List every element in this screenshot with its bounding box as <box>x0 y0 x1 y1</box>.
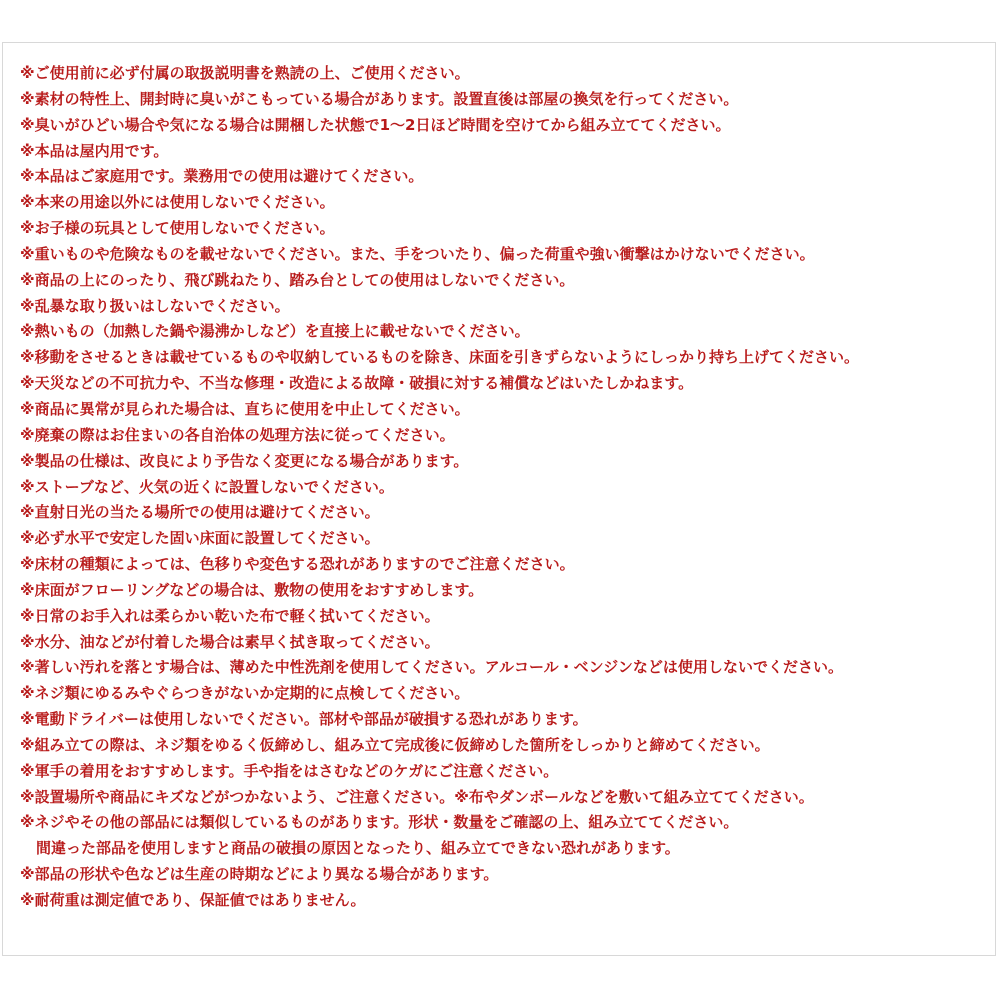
notice-item: ※熱いもの（加熱した鍋や湯沸かしなど）を直接上に載せないでください。 <box>20 322 530 341</box>
notice-item: ※必ず水平で安定した固い床面に設置してください。 <box>20 529 380 548</box>
notice-item: ※ネジやその他の部品には類似しているものがあります。形状・数量をご確認の上、組み立ててください。 <box>20 813 739 832</box>
notice-item: ※廃棄の際はお住まいの各自治体の処理方法に従ってください。 <box>20 425 455 444</box>
notice-item: ※ネジ類にゆるみやぐらつきがないか定期的に点検してください。 <box>20 684 470 703</box>
notice-list <box>20 61 985 914</box>
notice-item: ※電動ドライバーは使用しないでください。部材や部品が破損する恐れがあります。 <box>20 710 588 729</box>
notice-item: ※著しい汚れを落とす場合は、薄めた中性洗剤を使用してください。アルコール・ベンジンなどは使用しないでください。 <box>20 658 843 677</box>
notice-item: ※部品の形状や色などは生産の時期などにより異なる場合があります。 <box>20 865 499 884</box>
notice-item: ※商品の上にのったり、飛び跳ねたり、踏み台としての使用はしないでください。 <box>20 270 575 289</box>
notice-item: ※天災などの不可抗力や、不当な修理・改造による故障・破損に対する補償などはいたしかねます。 <box>20 374 694 393</box>
notice-item: ※臭いがひどい場合や気になる場合は開梱した状態で1〜2日ほど時間を空けてから組み立ててください。 <box>20 115 731 134</box>
notice-item: ※ご使用前に必ず付属の取扱説明書を熟読の上、ご使用ください。 <box>20 64 470 82</box>
notice-item: ※商品に異常が見られた場合は、直ちに使用を中止してください。 <box>20 399 470 418</box>
notice-item: ※お子様の玩具として使用しないでください。 <box>20 219 335 238</box>
notice-item: ※ストーブなど、火気の近くに設置しないでください。 <box>20 477 394 496</box>
notice-item: ※設置場所や商品にキズなどがつかないよう、ご注意ください。※布やダンボールなどを敷いて組み立ててください。 <box>20 787 814 806</box>
notice-item: ※乱暴な取り扱いはしないでください。 <box>20 296 290 315</box>
notice-item: ※本来の用途以外には使用しないでください。 <box>20 193 335 212</box>
notice-item: ※軍手の着用をおすすめします。手や指をはさむなどのケガにご注意ください。 <box>20 761 559 780</box>
notice-item: ※組み立ての際は、ネジ類をゆるく仮締めし、組み立て完成後に仮締めした箇所をしっかりと締めてください。 <box>20 735 770 754</box>
notice-item-continuation: 間違った部品を使用しますと商品の破損の原因となったり、組み立てできない恐れがあります。 <box>36 839 680 858</box>
notice-item: ※耐荷重は測定値であり、保証値ではありません。 <box>20 891 366 909</box>
notice-item: ※製品の仕様は、改良により予告なく変更になる場合があります。 <box>20 451 469 470</box>
notice-item: ※床材の種類によっては、色移りや変色する恐れがありますのでご注意ください。 <box>20 555 575 574</box>
notice-item: ※水分、油などが付着した場合は素早く拭き取ってください。 <box>20 632 440 651</box>
notice-item: ※重いものや危険なものを載せないでください。また、手をついたり、偏った荷重や強い衝撃はかけないでください。 <box>20 244 815 263</box>
notice-item: ※移動をさせるときは載せているものや収納しているものを除き、床面を引きずらないようにしっかり持ち上げてください。 <box>20 348 859 367</box>
notice-item: ※本品は屋内用です。 <box>20 141 169 160</box>
notice-item: ※素材の特性上、開封時に臭いがこもっている場合があります。設置直後は部屋の換気を行ってください。 <box>20 89 739 108</box>
notice-item: ※日常のお手入れは柔らかい乾いた布で軽く拭いてください。 <box>20 606 440 625</box>
notice-item: ※本品はご家庭用です。業務用での使用は避けてください。 <box>20 167 424 186</box>
notice-item: ※直射日光の当たる場所での使用は避けてください。 <box>20 503 380 522</box>
notice-item: ※床面がフローリングなどの場合は、敷物の使用をおすすめします。 <box>20 580 484 599</box>
